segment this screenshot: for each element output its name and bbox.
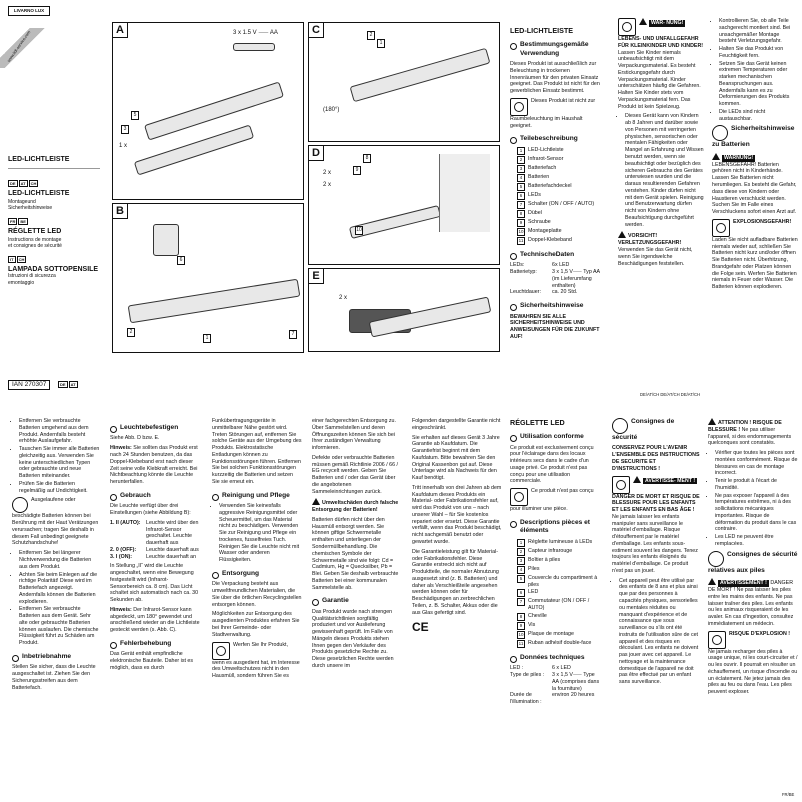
heading-tech: Données techniques [510,654,602,662]
safety-icon [612,418,628,434]
explosion-warning: EXPLOSIONSGEFAHR! Laden Sie nicht aufladbare Batterien niemals wieder auf, schließen Sie Batterien nicht kurz und/oder öffnen Sie Batterien nicht. Überhitzung, Brandgefahr oder Platzen können die Folge sein. Werfen Sie Batterien niemals in Feuer oder Wasser. Die Batterien können explodieren. [712,218,798,291]
figure-d [308,145,500,265]
cover-block-title: LED-LICHTLEISTE [8,189,70,197]
figure-e [308,268,500,352]
warning-block: WAR- NUNG! LEBENS- UND UNFALLGEFAHR FÜR KLEINKINDER UND KINDER! Lassen Sie Kinder niemals unbeaufsichtigt mit dem Verpackungsmaterial. Es besteht Erstickungsgefahr durch Verpackungsmaterial. Kinder unterschätzen häufig die Gefahren. Halten Sie Kinder stets vom Verpackungsmaterial fern. Das Produkt ist kein Spielzeug. [618,20,704,110]
fr-col-2 [612,418,700,689]
cover-block-it [8,256,103,286]
mount-ref: Siehe Abb. D bzw. E. [110,435,160,442]
parts-list [510,147,600,245]
rotation-label: (180°) [323,107,340,113]
warranty-text: Die Garantieleistung gilt für Material- oder Fabrikationsfehler. Diese Garantie erstreckt sich nicht auf Produktteile, die normaler Abnutzung ausgesetzt sind (z. B. Batterien) und daher als Verschleißteile angesehen werden können oder für Beschädigungen an zerbrechlichen Teilen, z. B. Schalter, Akkus oder die aus Glas gefertigt sind. [412,548,499,616]
cover-url: www.lidl-service.com [6,29,32,63]
heading-warranty: Garantie [312,597,402,605]
battery-warning: AVERTISSEMENT ! DANGER DE MORT ! Ne pas laisser les piles entre les mains des enfants. Ne pas laisser traîner des piles. Les enfants ou les animaux risqueraient de les avaler. En cas d'ingestion, consultez immédiatement un médecin. [708,580,794,627]
usage-text: Dieses Produkt ist ausschließlich zur Beleuchtung in trockenen Innenräumen für den privaten Einsatz geeignet. Das Produkt ist nicht für den gewerblichen Einsatz bestimmt. [510,61,600,95]
figure-label: A [113,23,128,38]
warning-triangle-icon [708,578,716,585]
warning-triangle-icon [708,418,716,425]
de-col-6 [212,418,302,683]
list-item: 1 LED-Lichtleiste [517,147,600,155]
list-item: • Entfernen Sie verbrauchte Batterien umgehend aus dem Produkt. Andernfalls besteht erhöhte Auslaufgefahr. [19,418,100,445]
bullet-list [12,418,100,494]
cover-block-de [8,180,103,212]
page-footer: FR/BE [782,792,795,797]
list-item: • Tauschen Sie immer alle Batterien gleichzeitig aus. Verwenden Sie keine unterschiedlichen Typen oder gebrauchte und neue Batterien miteinander. [19,446,100,480]
battery-safety-icon [708,551,724,567]
explosion-icon [708,631,726,649]
battery-spec: 3 x 1.5 V ⸺ AA [233,30,278,36]
mode-text: In Stellung „II“ wird die Leuchte angeschaltet, wenn eine Bewegung festgestellt wird (Infrarot-Sensorbereich ca. 8 cm). Das Licht schaltet sich automatisch nach ca. 30 Sekunden ab. [110,563,199,604]
de-col-2 [618,18,704,270]
quantity-label: 2 x [323,170,332,176]
fr-col-1 [510,418,602,709]
cover-block-sub: Instructions de montage [8,236,62,243]
section-title: LED-LICHTLEISTE [510,26,574,35]
ian-langs: DE AT [60,382,76,387]
disposal-text-cont: einer fachgerechten Entsorgung zu. Über Sammelstellen und deren Öffnungszeiten können Sie sich bei Ihrer zuständigen Verwaltung informieren. [312,418,396,452]
warning-triangle-icon [639,18,647,25]
figure-c [308,22,500,142]
heading-tech: TechnischeDaten [510,251,600,259]
de-col-3 [712,18,798,294]
cover-block-sub: et consignes de sécurité [8,243,62,250]
callout-number: 6 [177,256,185,265]
weee-note: Werfen Sie Ihr Produkt, wenn es ausgedient hat, im Interesse des Umweltschutzes nicht in den Hausmüll, sondern führen Sie es [212,641,300,680]
child-warning-icon [612,476,630,494]
warning-triangle-icon [312,498,320,505]
bullet-list [618,113,704,228]
caution-block: VORSICHT! VERLETZUNGSGEFAHR! Verwenden Sie das Gerät nicht, wenn Sie irgendwelche Beschädigungen feststellen. [618,233,693,267]
list-item: 4 Piles [517,566,602,574]
list-item: • Les LED ne peuvent être remplacées. [715,534,798,548]
warranty-text-cont: Folgenden dargestellte Garantie nicht eingeschränkt. [412,418,501,431]
tech-table: LED : 6 x LED Type de piles : 3 x 1,5 V⸺ Type AA (comprises dans la fourniture) Durée de l'illumination : environ 20 heures [510,665,600,706]
heading-mount: Leuchtebefestigen [110,424,200,432]
cover-block-sub: Sicherheitshinweise [8,205,53,212]
figure-a [112,22,304,200]
callout-number: 9 [353,166,361,175]
page-footer: DE/AT/CH DE/AT/CH DE/AT/CH [640,392,701,397]
figure-label: E [309,269,324,284]
heading-usage: Bestimmungsgemäße Verwendung [510,41,600,58]
callout-number: 5 [131,111,139,120]
tech-table: LEDs: 6x LED Batterietyp: 3 x 1,5 V⸺ Typ AA (im Lieferumfang enthalten) Leuchtdauer: ca. 20 Std. [510,262,600,296]
list-item: • Kontrollieren Sie, ob alle Teile sachgerecht montiert sind. Bei unsachgemäßer Montage besteht Verletzungsgefahr. [719,18,798,45]
usage-icon-note: Dieses Produkt ist nicht zur Raumbeleuchtung im Haushalt geeignet. [510,97,596,129]
disposal-text: Möglichkeiten zur Entsorgung des ausgedienten Produktes erfahren Sie bei Ihrer Gemeinde- oder Stadtverwaltung. [212,611,300,638]
battery-warning: WARNUNG! LEBENSGEFAHR! Batterien gehören nicht in Kinderhände. Lassen Sie Batterien nicht herumliegen. Es besteht die Gefahr, dass diese von Kindern oder Haustieren verschluckt werden. Suchen Sie im Falle eines Verschluckens sofort einen Arzt auf. [712,154,797,216]
gloves-icon [12,497,28,513]
explosion-icon [712,219,730,237]
heading-battery-safety: Sicherheitshinweise zu Batterien [712,125,795,149]
callout-number: 10 [356,227,362,233]
gloves-note: Ausgelaufene oder beschädigte Batterien können bei Berührung mit der Haut Verätzungen verursachen; tragen Sie deshalb in diesem Fall unbedingt geeignete Schutzhandschuhe! [12,497,99,547]
env-warning: Umweltschäden durch falsche Entsorgung der Batterien! [312,500,399,514]
keep-instructions: BEWAHREN SIE ALLE SICHERHEITSHINWEISE UND ANWEISUNGEN FÜR DIE ZUKUNFT AUF! [510,313,600,340]
usage-icon-note: Ce produit n'est pas conçu pour illuminer une pièce. [510,488,594,513]
callout-number: 2 [127,328,135,337]
list-item: • Setzen Sie das Gerät keinen extremen Temperaturen oder starken mechanischen Beanspruchungen aus. Andernfalls kann es zu Deformierungen des Produkts kommen. [719,61,798,108]
fault-text: Das Gerät enthält empfindliche elektronische Bauteile. Daher ist es möglich, dass es durch [110,651,194,671]
note: Hinweis: Der Infrarot-Sensor kann abgedeckt, um 180° gewendet und anschließend wieder an die Lichtleiste gesteckt werden (s. Abb. C). [110,606,200,634]
bullet-list [212,503,302,564]
list-item: • Verwenden Sie keinesfalls aggressive Reinigungsmittel oder Scheuermittel, um das Material nicht zu beschädigen. Verwenden Sie zur Reinigung und Pflege ein trockenes, fusselfreies Tuch. Reinigen Sie die Leuchte nicht mit Wasser oder anderen Flüssigkeiten. [219,503,302,564]
cover-block-sub: emontaggio [8,279,35,286]
warning-triangle-icon [618,231,626,238]
cover-block-sub: Montageund [8,198,36,205]
list-item: 10 Montageplatte [518,227,562,234]
crossed-bin-icon [212,642,230,660]
heading-use: Gebrauch [110,492,200,500]
list-item: 6 LEDs [517,192,600,200]
battery-illustration [233,43,275,51]
figure-label: B [113,204,128,219]
list-item: 11 Ruban adhésif double-face [518,639,592,646]
heading-start: Inbetriebnahme [12,653,100,661]
cover-title: LED-LICHTLEISTE [8,156,70,163]
callout-number: 1 [377,39,385,48]
top-spread [0,0,802,400]
caution-block: ATTENTION ! RISQUE DE BLESSURE ! Ne pas utiliser l'appareil, si des endommagements quelconques sont constatés. [708,420,792,447]
list-item: • Die LEDs sind nicht austauschbar. [719,109,798,123]
list-item: • Cet appareil peut être utilisé par des enfants de 8 ans et plus ainsi que par des personnes à capacités physiques, sensorielles ou mentales réduites ou manquant d'expérience et de connaissance que sous surveillance ou s'ils ont été instruits de l'utilisation sûre de cet appareil et des risques en découlant. Les enfants ne doivent pas jouer avec cet appareil. Le nettoyage et la maintenance domestique de l'appareil ne doit pas être effectué par un enfant sans surveillance. [619,578,700,686]
figure-b [112,203,304,353]
de-col-4 [12,418,100,694]
ce-mark: CE [412,620,429,635]
callout-number: 8 [363,154,371,163]
lamp-illustration [144,81,284,140]
list-item: • Achten Sie beim Einlegen auf die richtige Polarität! Diese wird im Batteriefach angezeigt. Andernfalls können die Batterien explodieren. [19,572,100,606]
lang-row: IT CH [10,257,25,262]
callout-number: 2 [367,31,375,40]
list-item: 3 Batteriefach [517,165,600,173]
list-item: • Dieses Gerät kann von Kindern ab 8 Jahren und darüber sowie von Personen mit verringerten physischen, sensorischen oder mentalen Fähigkeiten oder Mangel an Erfahrung und Wissen benutzt werden, wenn sie beaufsichtigt oder bezüglich des sicheren Gebrauchs des Gerätes unterwiesen wurden und die daraus resultierenden Gefahren verstehen. Kinder dürfen nicht mit dem Gerät spielen. Reinigung und Benutzerwartung dürfen nicht von Kindern ohne Beaufsichtigung durchgeführt werden. [625,113,704,228]
heading-disposal: Entsorgung [212,570,302,578]
brand-logo: LIVARNO LUX [8,6,50,16]
list-item: • Entfernen Sie bei längerer Nichtverwendung die Batterien aus dem Produkt. [19,550,100,570]
cover-block-sub: Istruzioni di sicurezza [8,273,56,280]
list-item: 8 Dübel [517,210,600,218]
list-item: 9 Schraube [517,219,600,227]
figure-label: C [309,23,324,38]
battery-safety-icon [712,125,728,141]
list-item: 5 Batteriefachdeckel [517,183,600,191]
modes-table: 1. II (AUTO): Leuchte wird über den Infrarot-Sensor geschaltet. Leuchte dauerhaft aus 2. 0 (OFF): Leuchte dauerhaft aus 3. I (ON): Leuchte dauerhaft an [110,519,199,560]
disposal-text: Die Verpackung besteht aus umweltfreundlichen Materialien, die Sie über die örtlichen Recyclingstellen entsorgen können. [212,581,302,608]
fault-text-cont: Funkübertragungsgeräte in unmittelbarer Nähe gestört wird. Treten Störungen auf, entfernen Sie solche Geräte aus der Umgebung des Produkts. Elektrostatische Entladungen können zu Funktionsstörungen führen. Entfernen Sie bei solchen Funktionsstörungen kurzzeitig die Batterien und setzen Sie sie erneut ein. [212,418,302,485]
de-col-8 [412,418,502,636]
no-room-light-icon [510,488,528,506]
list-item: 7 Schalter (ON / OFF / AUTO) [517,201,600,209]
heading-parts: Descriptions pièces et éléments [510,519,602,536]
ian-box: IAN 270307 [8,380,50,390]
lamp-illustration [350,48,491,103]
quantity-label: 2 x [323,182,332,188]
warning-triangle-icon [712,153,720,160]
note: Hinweis: Sie sollten das Produkt erst nach 24 Stunden benutzen, da das Doppel-Klebeband erst nach dieser Zeit seine volle Klebkraft erreicht. Bei Nichtbeachtung könnte die Leuchte herunterfallen. [110,445,198,486]
list-item: 7 Commutateur (ON / OFF / AUTO) [517,598,602,612]
list-item: • Entfernen Sie verbrauchte Batterien aus dem Gerät. Sehr alte oder gebrauchte Batterien können auslaufen. Die chemische Flüssigkeit führt zu Schäden am Produkt. [19,606,100,647]
lamp-illustration [128,279,301,324]
list-item: 6 LED [517,589,602,597]
list-item: • Prüfen Sie die Batterien regelmäßig auf Undichtigkeit. [19,481,100,495]
warranty-text: Das Produkt wurde nach strengen Qualitätsrichtlinien sorgfältig produziert und vor Auslieferung gewissenhaft geprüft. Im Falle von Mängeln dieses Produkts stehen Ihnen gegen den Verkäufer des Produkts gesetzliche Rechte zu. Diese gesetzlichen Rechte werden durch unsere im [312,608,394,669]
figure-label: D [309,146,324,161]
warning-triangle-icon [633,476,641,483]
use-intro: Die Leuchte verfügt über drei Einstellungen (siehe Abbildung B): [110,503,191,516]
callout-number: 3 [121,125,129,134]
heading-safety: Sicherheitshinweise [510,302,600,310]
quantity-label: 2 x [339,295,348,301]
warranty-text: Sie erhalten auf dieses Gerät 3 Jahre Garantie ab Kaufdatum. Die Garantiefrist beginnt mit dem Kaufdatum. Bitte bewahren Sie den Original Kassenbon gut auf. Diese Unterlage wird als Nachweis für den Kauf benötigt. [412,434,500,482]
list-item: 2 Capteur infrarouge [517,548,602,556]
heading-safety: Consignes de sécurité [612,418,675,441]
bullet-list [708,450,798,548]
list-item: 9 Vis [517,622,602,630]
list-item: 8 Cheville [517,613,602,621]
cover-block-title: RÉGLETTE LED [8,227,62,235]
keep-instructions: CONSERVEZ POUR L'AVENIR L'ENSEMBLE DES INSTRUCTIONS DE SECURITE ET D'INSTRUCTIONS ! [612,445,700,472]
de-col-1 [510,18,600,344]
start-text: Stellen Sie sicher, dass die Leuchte ausgeschaltet ist. Ziehen Sie den Sicherungsstreifen aus dem Batteriefach. [12,664,96,691]
cover-column [0,0,106,400]
lang-row: DE AT CH [10,181,37,186]
list-item: 11 Doppel-Klebeband [518,236,572,243]
de-col-7 [312,418,402,673]
cover-divider [8,168,100,169]
heading-parts: Teilebeschreibung [510,135,600,143]
de-col-5 [110,418,200,675]
list-item: 10 Plaque de montage [518,630,574,637]
battery-disposal: Batterien dürfen nicht über den Hausmüll entsorgt werden. Sie können giftige Schwermetalle enthalten und unterliegen der Sondermüllbehandlung. Die chemischen Symbole der Schwermetalle sind wie folgt: Cd = Cadmium, Hg = Quecksilber, Pb = Blei. Geben Sie deshalb verbrauchte Batterien bei einer kommunalen Sammelstelle ab. [312,516,399,591]
lamp-illustration [153,224,179,256]
usage-text: Ce produit est exclusivement conçu pour l'éclairage dans des locaux intérieurs secs dans le cadre d'un usage privé. Ce produit n'est pas conçu pour une utilisation commerciale. [510,444,594,485]
list-item: 3 Boîtier à piles [517,557,602,565]
explosion-warning: RISQUE D'EXPLOSION ! Ne jamais recharger des piles à usage unique, ni les court-circuiter et / ou les ouvrir. Il pourrait en résulter un échauffement, un risque d'incendie ou un éclatement. Ne jetez jamais des piles au feu ou dans l'eau. Les piles peuvent exploser. [708,630,798,696]
callout-number: 1 [203,334,211,343]
no-room-light-icon [510,98,528,116]
section-title: RÉGLETTE LED [510,418,565,427]
bullet-list [12,550,100,647]
parts-list [510,539,602,648]
quantity-label: 1 x [119,143,128,149]
list-item: 5 Couvercle du compartiment à piles [517,575,602,589]
child-warning-icon [618,18,636,36]
lang-row: FR BE [10,219,26,224]
lamp-illustration [369,296,492,337]
bottom-spread [0,404,802,802]
list-item: 1 Réglette lumineuse à LEDs [517,539,602,547]
fr-col-3 [708,418,798,699]
heading-fault: Fehlerbehebung [110,640,200,648]
bullet-list [712,18,798,122]
warning-block: AVERTISSE- MENT ! DANGER DE MORT ET RISQUE DE BLESSURE POUR LES ENFANTS ET LES ENFANTS EN BAS ÂGE ! Ne jamais laisser les enfants manipuler sans surveillance le matériel d'emballage. Risque d'étouffement par le matériel d'emballage. Les enfants sous-estiment souvent les dangers. Tenez toujours les enfants éloignés du matériel d'emballage. Ce produit n'est pas un jouet. [612,477,700,574]
cover-block-title: LAMPADA SOTTOPENSILE [8,265,99,273]
heading-battery-safety: Consignes de sécurité relatives aux piles [708,550,798,574]
warranty-text: Tritt innerhalb von drei Jahren ab dem Kaufdatum dieses Produkts ein Material- oder Fabrikationsfehler auf, wird das Produkt von uns – nach unserer Wahl – für Sie kostenlos repariert oder ersetzt. Diese Garantie verfällt, wenn das Produkt beschädigt, nicht sachgemäß benutzt oder gewartet wurde. [412,484,502,546]
cover-block-fr [8,218,103,250]
list-item: • Vérifier que toutes les pièces sont montées conformément. Risque de blessures en cas de montage incorrect. [715,450,798,477]
list-item: • Ne pas exposer l'appareil à des températures extrêmes, ni à des sollicitations mécaniques importantes. Risque de déformation du produit dans le cas contraire. [715,493,798,534]
list-item: 2 Infrarot-Sensor [517,156,600,164]
list-item: 4 Batterien [517,174,600,182]
bullet-list [612,578,700,686]
heading-clean: Reinigung und Pflege [212,492,302,500]
wall-illustration [439,154,490,232]
battery-recycling: Defekte oder verbrauchte Batterien müssen gemäß Richtlinie 2006 / 66 / EG recycelt werden. Geben Sie Batterien und / oder das Gerät über die angebotenen Sammeleinrichtungen zurück. [312,454,398,495]
callout-number: 7 [289,330,297,339]
list-item: • Tenir le produit à l'écart de l'humidité. [715,478,798,492]
list-item: • Halten Sie das Produkt von Feuchtigkeit fern. [719,46,798,60]
heading-usage: Utilisation conforme [510,433,602,441]
